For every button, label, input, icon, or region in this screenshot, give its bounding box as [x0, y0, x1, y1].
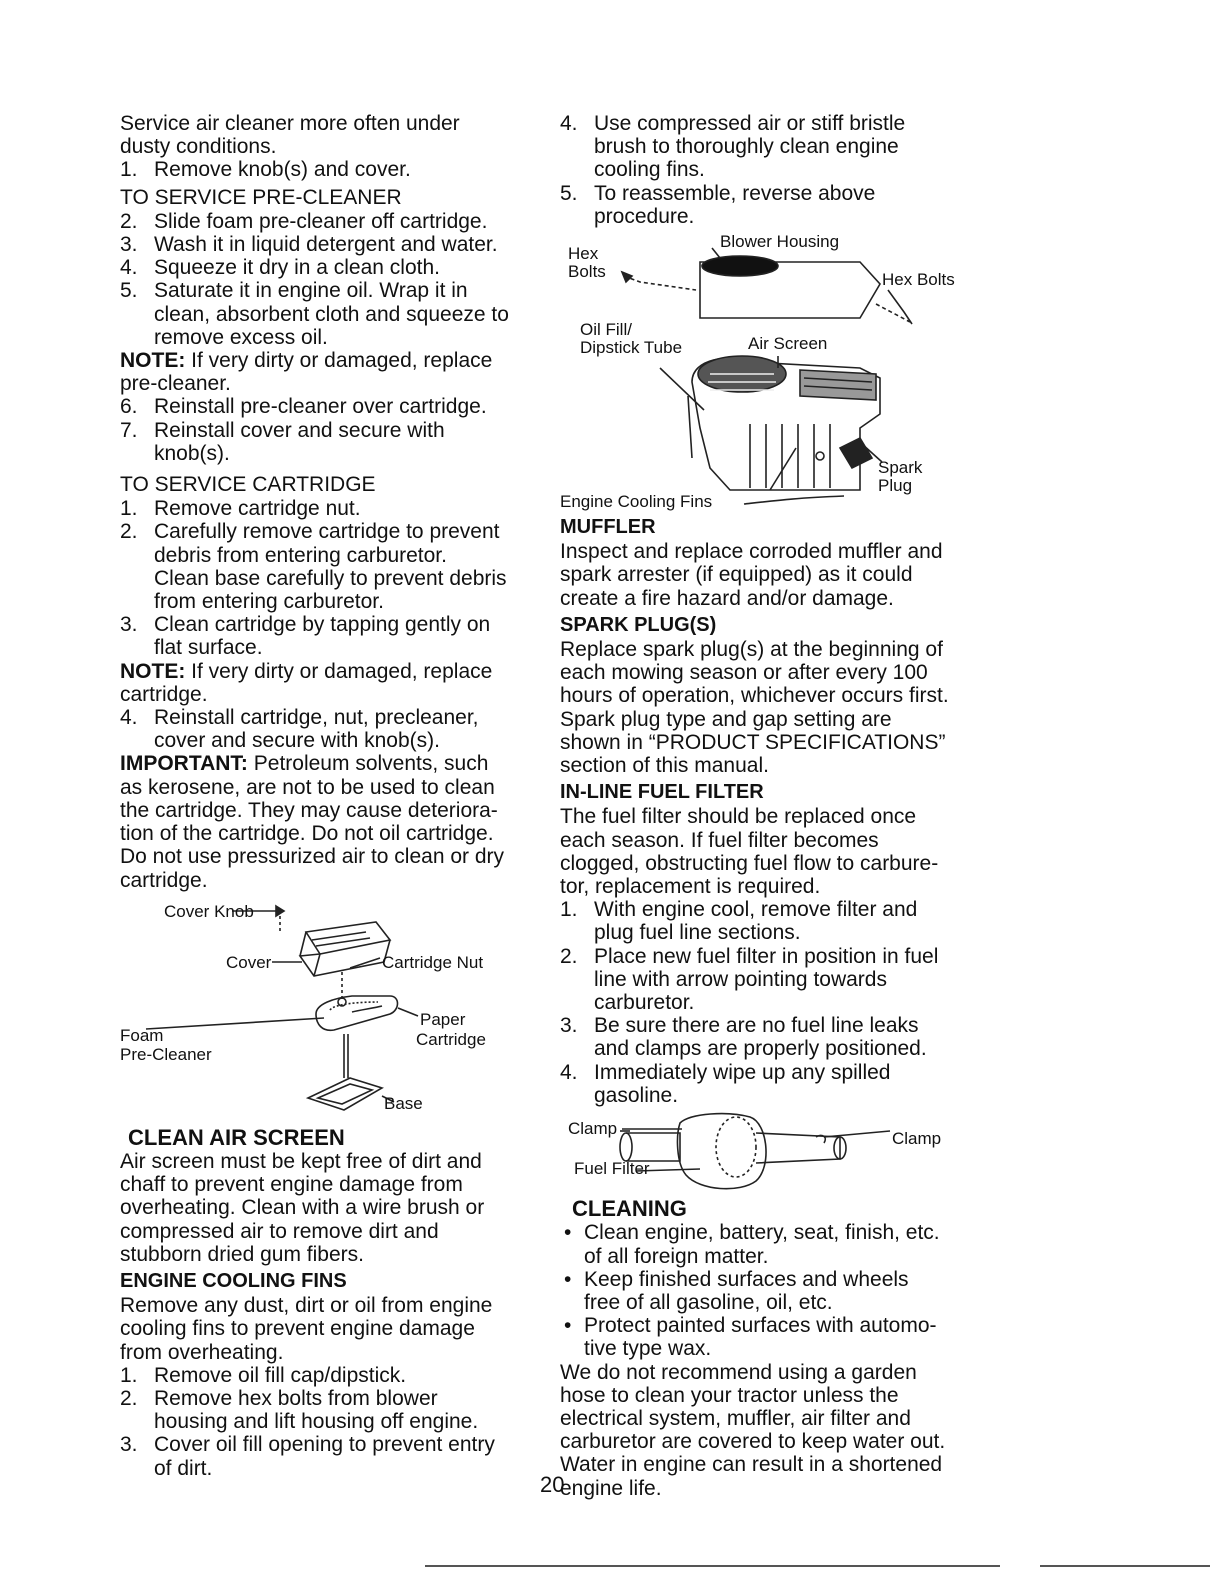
heading-cleaning: CLEANING	[572, 1196, 687, 1222]
cartridge-nut-label: Cartridge Nut	[382, 952, 484, 972]
paragraph: Air screen must be kept free of dirt and chaff to prevent engine damage from overheating. Clean with a wire brush or compressed air to remove dirt and stubborn dried gum fibers.	[120, 1149, 485, 1266]
right-column	[560, 112, 980, 1500]
list-item: 1. Remove knob(s) and cover.	[120, 158, 411, 182]
base-label: Base	[384, 1093, 423, 1113]
paragraph: Inspect and replace corroded muffler and spark arrester (if equipped) as it could create a fire hazard and/or damage.	[560, 540, 943, 610]
list-item: 5. To reassemble, reverse above procedure.	[560, 181, 876, 228]
dipstick-tube-label: Dipstick Tube	[580, 338, 683, 358]
list-item: 3. Wash it in liquid detergent and water.	[120, 233, 498, 257]
engine-cooling-fins-label: Engine Cooling Fins	[560, 492, 713, 512]
fuel-filter-figure	[560, 1107, 980, 1193]
clamp-left-label: Clamp	[568, 1119, 618, 1139]
heading-clean-air-screen: CLEAN AIR SCREEN	[128, 1124, 345, 1150]
engine-figure	[560, 228, 980, 512]
pre-cleaner-label: Pre-Cleaner	[120, 1044, 212, 1064]
list-item: 2. Slide foam pre-cleaner off cartridge.	[120, 209, 488, 233]
paragraph: We do not recommend using a garden hose to clean your tractor unless the electrical system, muffler, air filter and carburetor are covered to keep water out. Water in engine can result in a shortened engine life.	[560, 1360, 946, 1500]
list-item: 1. With engine cool, remove filter and plug fuel line sections.	[560, 898, 918, 945]
list-item: 2. Remove hex bolts from blower housing and lift housing off engine.	[120, 1386, 479, 1434]
list-item: 1. Remove oil fill cap/dipstick.	[120, 1363, 407, 1387]
plug-label: Plug	[878, 476, 913, 496]
list-item: 4. Reinstall cartridge, nut, precleaner, cover and secure with knob(s).	[120, 706, 479, 753]
page-number: 20	[540, 1472, 565, 1497]
list-item: 5. Saturate it in engine oil. Wrap it in clean, absorbent cloth and squeeze to remove excess oil.	[120, 279, 509, 349]
fuel-filter-label: Fuel Filter	[574, 1159, 650, 1179]
left-column	[120, 112, 540, 1480]
note: NOTE: If very dirty or damaged, replace pre-cleaner.	[120, 349, 493, 396]
fuel-filter-drawing	[560, 1107, 980, 1193]
heading-pre-cleaner: TO SERVICE PRE-CLEANER	[120, 185, 402, 209]
cover-knob-label: Cover Knob	[164, 901, 254, 921]
paper-label: Paper	[420, 1009, 466, 1029]
list-item: • Clean engine, battery, seat, finish, etc. of all foreign matter.	[564, 1221, 940, 1268]
clamp-right-label: Clamp	[892, 1129, 942, 1149]
cover-label: Cover	[226, 952, 272, 972]
intro-line: dusty conditions.	[120, 135, 277, 159]
cartridge-label: Cartridge	[416, 1029, 486, 1049]
foam-label: Foam	[120, 1025, 164, 1045]
list-item: 1. Remove cartridge nut.	[120, 497, 361, 521]
spark-label: Spark	[878, 458, 923, 478]
paragraph: Replace spark plug(s) at the beginning of each mowing season or after every 100 hours of operation, whichever occurs first. Spark plug type and gap setting are shown in “PRODUCT SPECIFICATIONS” section of this manual.	[560, 638, 949, 778]
list-item: • Keep finished surfaces and wheels free of all gasoline, oil, etc.	[564, 1267, 909, 1314]
list-item: 4. Immediately wipe up any spilled gasoline.	[560, 1060, 891, 1107]
blower-housing-label: Blower Housing	[720, 232, 840, 252]
heading-fuel-filter: IN-LINE FUEL FILTER	[560, 781, 764, 804]
list-item: 4. Use compressed air or stiff bristle brush to thoroughly clean engine cooling fins.	[560, 112, 906, 182]
list-item: 3. Be sure there are no fuel line leaks and clamps are properly positioned.	[560, 1014, 927, 1061]
air-screen-label: Air Screen	[748, 334, 828, 354]
list-item: 6. Reinstall pre-cleaner over cartridge.	[120, 395, 487, 419]
paragraph: The fuel filter should be replaced once each season. If fuel filter becomes clogged, obstructing fuel flow to carbure- tor, replacement is required.	[560, 805, 939, 899]
list-item: 2. Carefully remove cartridge to prevent debris from entering carburetor. Clean base carefully to prevent debris from entering carburetor.	[120, 520, 507, 614]
list-item: 2. Place new fuel filter in position in fuel line with arrow pointing towards carburetor.	[560, 944, 939, 1015]
hex-label: Hex	[568, 244, 599, 264]
oil-fill-label: Oil Fill/	[580, 320, 632, 340]
air-cleaner-drawing	[120, 892, 540, 1120]
paragraph: Remove any dust, dirt or oil from engine cooling fins to prevent engine damage from overheating.	[120, 1294, 493, 1364]
list-item: 3. Clean cartridge by tapping gently on flat surface.	[120, 613, 491, 660]
heading-muffler: MUFFLER	[560, 516, 656, 539]
bottom-rule	[425, 1565, 1000, 1567]
list-item: 3. Cover oil fill opening to prevent entry of dirt.	[120, 1433, 495, 1480]
list-item: 4. Squeeze it dry in a clean cloth.	[120, 256, 441, 280]
intro-line: Service air cleaner more often under	[120, 112, 460, 135]
heading-cartridge: TO SERVICE CARTRIDGE	[120, 473, 376, 497]
hex-bolts-label: Hex Bolts	[882, 270, 955, 290]
bolts-label: Bolts	[568, 262, 606, 282]
list-item: • Protect painted surfaces with automo- tive type wax.	[564, 1314, 937, 1361]
note: NOTE: If very dirty or damaged, replace cartridge.	[120, 659, 493, 706]
bottom-rule	[1040, 1565, 1210, 1567]
heading-engine-cooling-fins: ENGINE COOLING FINS	[120, 1269, 347, 1292]
list-item: 7. Reinstall cover and secure with knob(s).	[120, 418, 445, 465]
important-note: IMPORTANT: Petroleum solvents, such as kerosene, are not to be used to clean the cartridge. They may cause deteriora- tion of the cartridge. Do not oil cartridge. Do not use pressurized air to clean or dry cartridge.	[120, 752, 505, 892]
heading-spark-plugs: SPARK PLUG(S)	[560, 613, 717, 636]
air-cleaner-figure	[120, 892, 540, 1120]
